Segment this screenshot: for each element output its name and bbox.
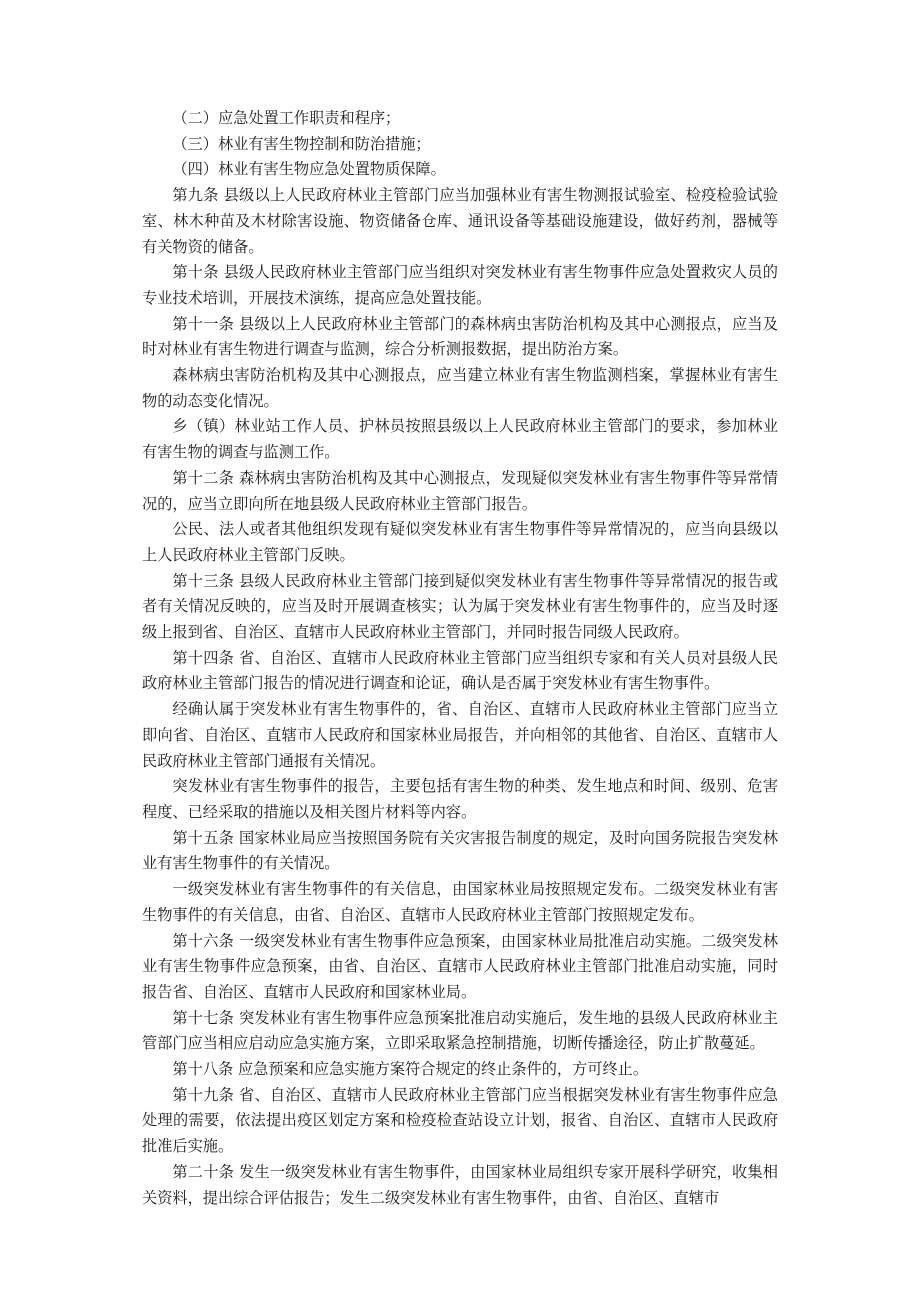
article-12: 第十二条 森林病虫害防治机构及其中心测报点，发现疑似突发林业有害生物事件等异常情况的，应当立即向所在地县级人民政府林业主管部门报告。: [142, 468, 778, 513]
article-14-para-2: 经确认属于突发林业有害生物事件的，省、自治区、直辖市人民政府林业主管部门应当立即向省、自治区、直辖市人民政府和国家林业局报告，并向相邻的其他省、自治区、直辖市人民政府林业主管部门通报有关情况。: [142, 700, 778, 770]
document-body: [142, 106, 778, 1211]
article-9: 第九条 县级以上人民政府林业主管部门应当加强林业有害生物测报试验室、检疫检验试验室、林木种苗及木材除害设施、物资储备仓库、通讯设备等基础设施建设，做好药剂，器械等有关物资的储备。: [142, 186, 778, 256]
article-13: 第十三条 县级人民政府林业主管部门接到疑似突发林业有害生物事件等异常情况的报告或者有关情况反映的，应当及时开展调查核实；认为属于突发林业有害生物事件的，应当及时逐级上报到省、自治区、直辖市人民政府林业主管部门，并同时报告同级人民政府。: [142, 571, 778, 642]
article-11-para-3: 乡（镇）林业站工作人员、护林员按照县级以上人民政府林业主管部门的要求，参加林业有害生物的调查与监测工作。: [142, 417, 778, 462]
article-11-para-2: 森林病虫害防治机构及其中心测报点，应当建立林业有害生物监测档案，掌握林业有害生物的动态变化情况。: [142, 366, 778, 410]
paragraph-item-3: （三）林业有害生物控制和防治措施；: [172, 134, 431, 153]
article-16: 第十六条 一级突发林业有害生物事件应急预案，由国家林业局批准启动实施。二级突发林业有害生物事件应急预案，由省、自治区、直辖市人民政府林业主管部门批准启动实施，同时报告省、自治区、直辖市人民政府和国家林业局。: [142, 931, 778, 1001]
article-14: 第十四条 省、自治区、直辖市人民政府林业主管部门应当组织专家和有关人员对县级人民政府林业主管部门报告的情况进行调查和论证，确认是否属于突发林业有害生物事件。: [142, 648, 778, 693]
article-10: 第十条 县级人民政府林业主管部门应当组织对突发林业有害生物事件应急处置救灾人员的专业技术培训，开展技术演练，提高应急处置技能。: [142, 263, 778, 307]
paragraph-item-4: （四）林业有害生物应急处置物质保障。: [172, 160, 446, 179]
article-11: 第十一条 县级以上人民政府林业主管部门的森林病虫害防治机构及其中心测报点，应当及时对林业有害生物进行调查与监测，综合分析测报数据，提出防治方案。: [142, 314, 778, 359]
article-19: 第十九条 省、自治区、直辖市人民政府林业主管部门应当根据突发林业有害生物事件应急处理的需要，依法提出疫区划定方案和检疫检查站设立计划，报省、自治区、直辖市人民政府批准后实施。: [142, 1085, 778, 1156]
article-15-para-2: 一级突发林业有害生物事件的有关信息，由国家林业局按照规定发布。二级突发林业有害生物事件的有关信息，由省、自治区、直辖市人民政府林业主管部门按照规定发布。: [142, 880, 778, 924]
article-17: 第十七条 突发林业有害生物事件应急预案批准启动实施后，发生地的县级人民政府林业主管部门应当相应启动应急实施方案，立即采取紧急控制措施，切断传播途径，防止扩散蔓延。: [142, 1008, 778, 1053]
paragraph-item-2: （二）应急处置工作职责和程序；: [172, 109, 401, 127]
article-20: 第二十条 发生一级突发林业有害生物事件，由国家林业局组织专家开展科学研究，收集相关资料，提出综合评估报告；发生二级突发林业有害生物事件，由省、自治区、直辖市: [142, 1162, 778, 1207]
article-12-para-2: 公民、法人或者其他组织发现有疑似突发林业有害生物事件等异常情况的，应当向县级以上人民政府林业主管部门反映。: [142, 520, 778, 564]
article-15: 第十五条 国家林业局应当按照国务院有关灾害报告制度的规定，及时向国务院报告突发林业有害生物事件的有关情况。: [142, 828, 778, 873]
article-18: 第十八条 应急预案和应急实施方案符合规定的终止条件的，方可终止。: [172, 1060, 649, 1079]
article-14-para-3: 突发林业有害生物事件的报告，主要包括有害生物的种类、发生地点和时间、级别、危害程度、已经采取的措施以及相关图片材料等内容。: [142, 777, 778, 821]
